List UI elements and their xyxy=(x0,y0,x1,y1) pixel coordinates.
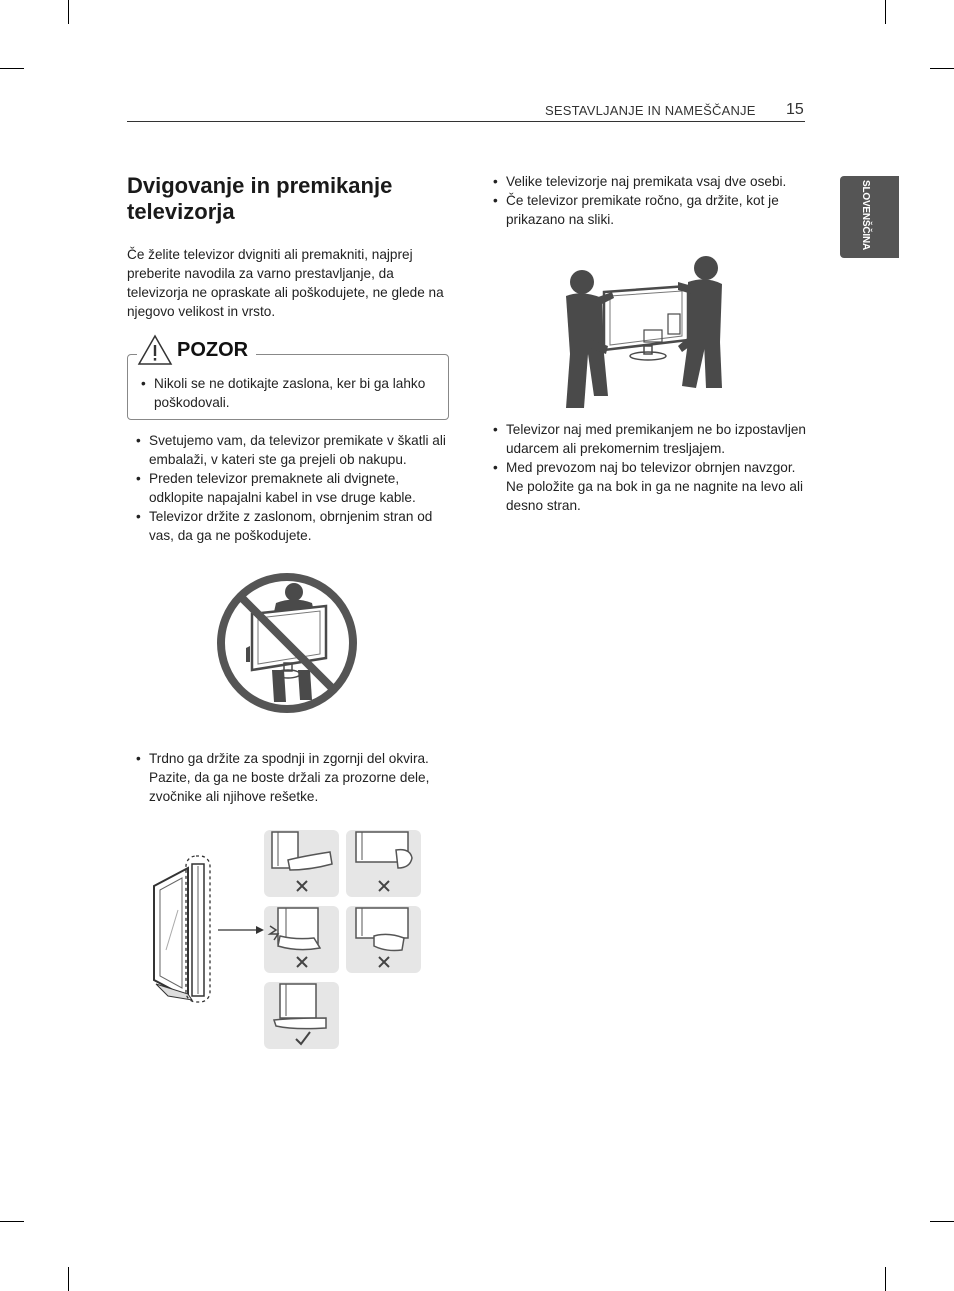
prohibited-carry-illustration xyxy=(214,570,360,716)
section-header: SESTAVLJANJE IN NAMEŠČANJE xyxy=(545,103,756,118)
crop-mark xyxy=(930,68,954,69)
crop-mark xyxy=(68,1267,69,1291)
list-item: • Svetujemo vam, da televizor premikate v škatli ali embalaži, v kateri ste ga prejeli ob nakupu. xyxy=(127,431,452,469)
grip-example-card xyxy=(346,830,421,897)
left-bullet-list-2 xyxy=(127,749,452,806)
header-divider xyxy=(127,121,805,122)
right-bullet-list xyxy=(484,172,809,229)
caution-heading xyxy=(137,330,256,370)
crop-mark xyxy=(885,0,886,24)
two-person-carry-illustration xyxy=(560,250,730,410)
list-item: • Med prevozom naj bo televizor obrnjen navzgor. Ne položite ga na bok in ga ne nagnite na levo ali desno stran. xyxy=(484,458,809,515)
hand-grip-icon xyxy=(264,906,339,973)
intro-paragraph: Če želite televizor dvigniti ali premakniti, najprej preberite navodila za varno prestavljanje, da televizorja ne opraskate ali poškodujete, ne glede na njegovo velikost in vrsto. xyxy=(127,247,444,319)
hand-grip-icon xyxy=(346,830,421,897)
page-number: 15 xyxy=(786,101,804,118)
hand-grip-icon xyxy=(264,982,339,1049)
crop-mark xyxy=(930,1221,954,1222)
list-item: • Velike televizorje naj premikata vsaj dve osebi. xyxy=(484,172,809,191)
list-item: • Preden televizor premaknete ali dvignete, odklopite napajalni kabel in vse druge kable. xyxy=(127,469,452,507)
grip-example-card xyxy=(346,906,421,973)
page-title: Dvigovanje in premikanje televizorja xyxy=(127,173,393,224)
warning-icon xyxy=(137,334,173,366)
crop-mark xyxy=(0,68,24,69)
left-bullet-list xyxy=(127,431,452,545)
language-tab-label: SLOVENŠČINA xyxy=(860,180,871,251)
caution-list xyxy=(132,374,432,412)
grip-example-card xyxy=(264,982,339,1049)
list-item: • Televizor naj med premikanjem ne bo izpostavljen udarcem ali prekomernim tresljajem. xyxy=(484,420,809,458)
list-item: • Trdno ga držite za spodnji in zgornji del okvira. Pazite, da ga ne boste držali za prozorne dele, zvočnike ali njihove rešetke. xyxy=(127,749,452,806)
grip-example-card xyxy=(264,906,339,973)
tv-frame-illustration xyxy=(148,850,264,1010)
caution-item: • Nikoli se ne dotikajte zaslona, ker bi ga lahko poškodovali. xyxy=(132,374,432,412)
grip-example-card xyxy=(264,830,339,897)
right-bullet-list-2 xyxy=(484,420,809,515)
caution-label: POZOR xyxy=(177,338,249,361)
hand-grip-icon xyxy=(264,830,339,897)
crop-mark xyxy=(68,0,69,24)
hand-grip-icon xyxy=(346,906,421,973)
list-item: • Če televizor premikate ročno, ga držite, kot je prikazano na sliki. xyxy=(484,191,809,229)
list-item: • Televizor držite z zaslonom, obrnjenim stran od vas, da ga ne poškodujete. xyxy=(127,507,452,545)
crop-mark xyxy=(885,1267,886,1291)
language-tab xyxy=(840,176,899,258)
crop-mark xyxy=(0,1221,24,1222)
